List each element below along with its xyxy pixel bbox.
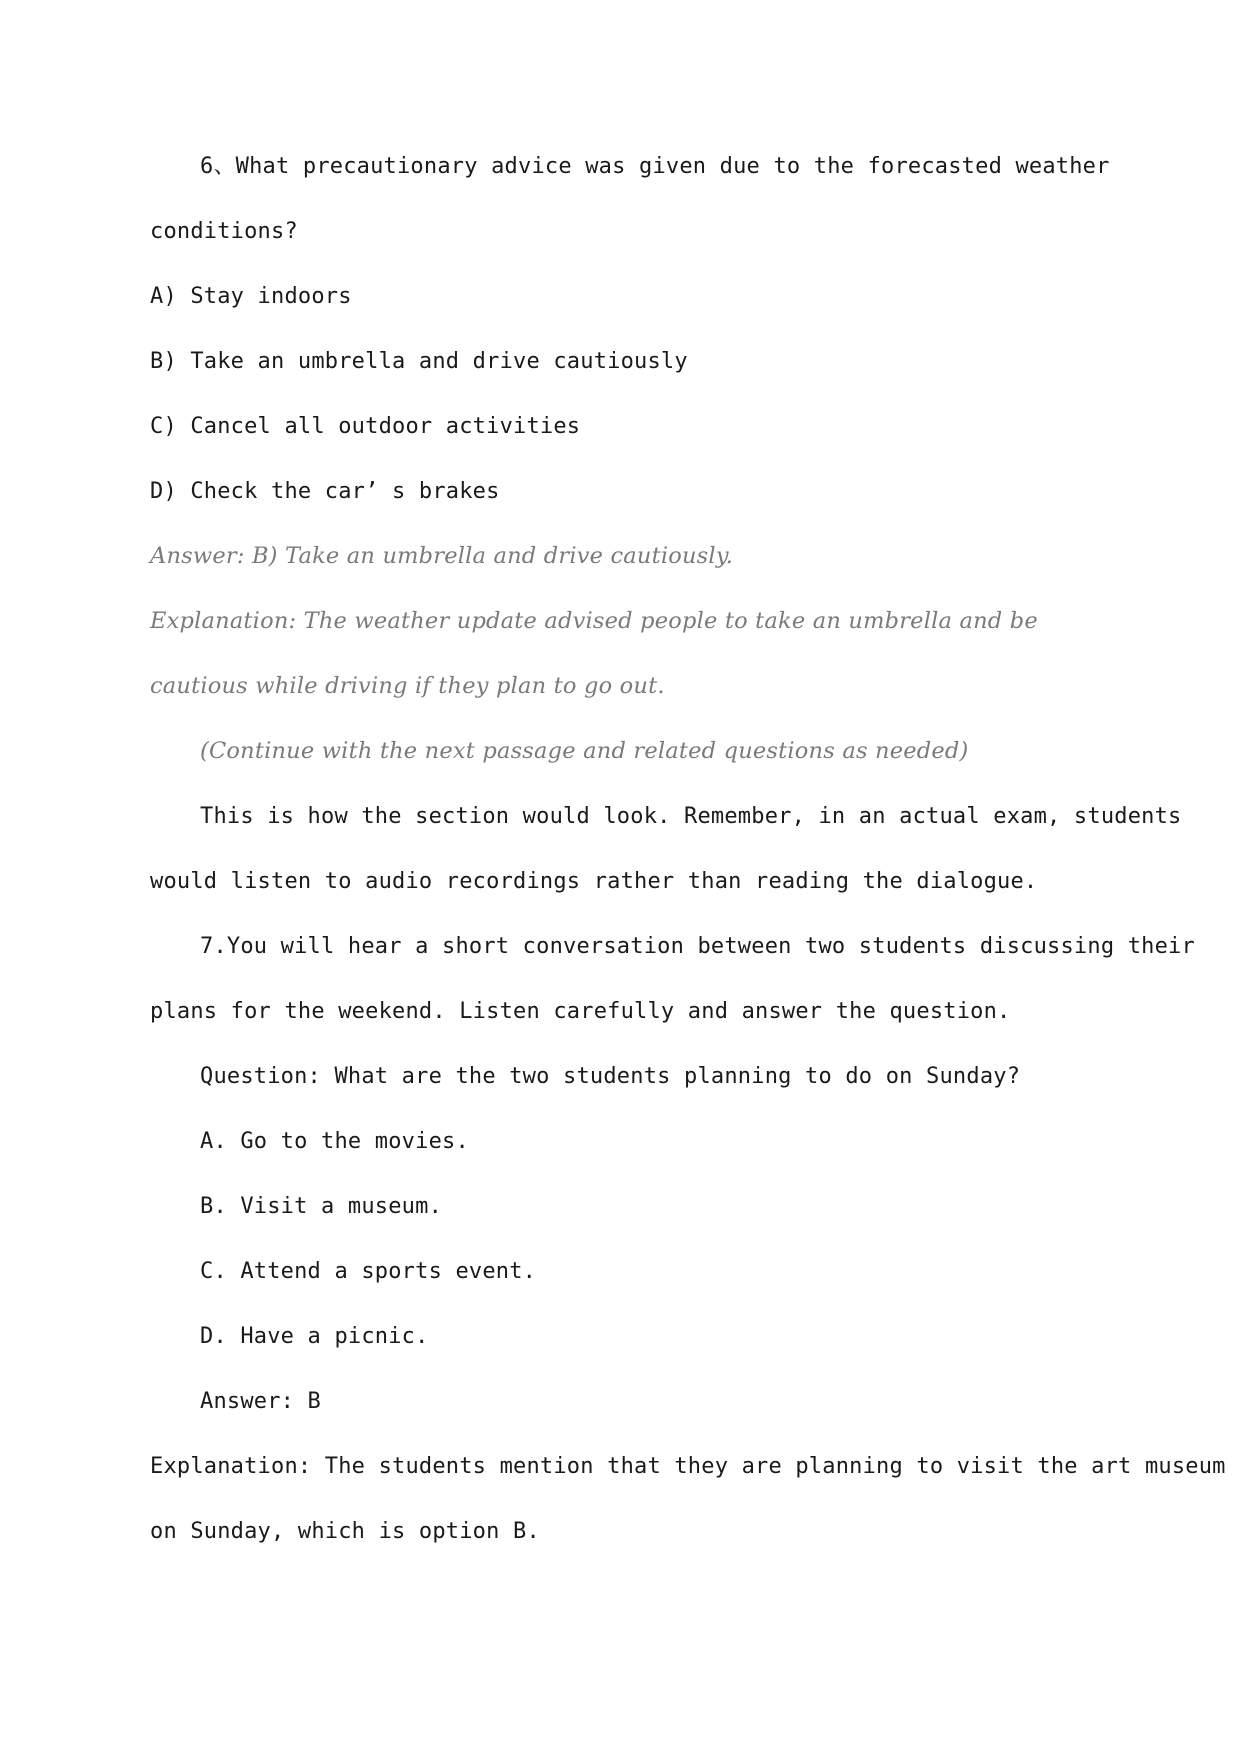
- q7-option-b: B. Visit a museum.: [200, 1194, 443, 1219]
- q6-explanation-line-2: cautious while driving if they plan to go out.: [150, 673, 665, 699]
- q7-option-c: C. Attend a sports event.: [200, 1259, 537, 1284]
- q7-intro-line-1: 7.You will hear a short conversation between two students discussing their: [200, 934, 1195, 959]
- q7-explanation-line-1: Explanation: The students mention that they are planning to visit the art museum: [150, 1454, 1226, 1479]
- q7-option-a: A. Go to the movies.: [200, 1129, 469, 1154]
- q6-option-b: B) Take an umbrella and drive cautiously: [150, 349, 688, 374]
- q6-explanation-line-1: Explanation: The weather update advised people to take an umbrella and be: [150, 608, 1038, 634]
- q6-answer: Answer: B) Take an umbrella and drive cautiously.: [150, 543, 734, 569]
- q7-intro-line-2: plans for the weekend. Listen carefully and answer the question.: [150, 999, 1011, 1024]
- q7-answer: Answer: B: [200, 1389, 322, 1414]
- q6-option-d: D) Check the car’ s brakes: [150, 479, 500, 504]
- remark-line-2: would listen to audio recordings rather than reading the dialogue.: [150, 869, 1038, 894]
- continue-note: (Continue with the next passage and related questions as needed): [200, 738, 969, 764]
- q6-question-line-2: conditions?: [150, 219, 298, 244]
- q6-option-c: C) Cancel all outdoor activities: [150, 414, 581, 439]
- q6-question-line-1: 6、What precautionary advice was given due to the forecasted weather: [200, 154, 1110, 179]
- q7-option-d: D. Have a picnic.: [200, 1324, 429, 1349]
- q6-option-a: A) Stay indoors: [150, 284, 352, 309]
- q7-explanation-line-2: on Sunday, which is option B.: [150, 1519, 540, 1544]
- q7-question: Question: What are the two students planning to do on Sunday?: [200, 1064, 1021, 1089]
- remark-line-1: This is how the section would look. Remember, in an actual exam, students: [200, 804, 1182, 829]
